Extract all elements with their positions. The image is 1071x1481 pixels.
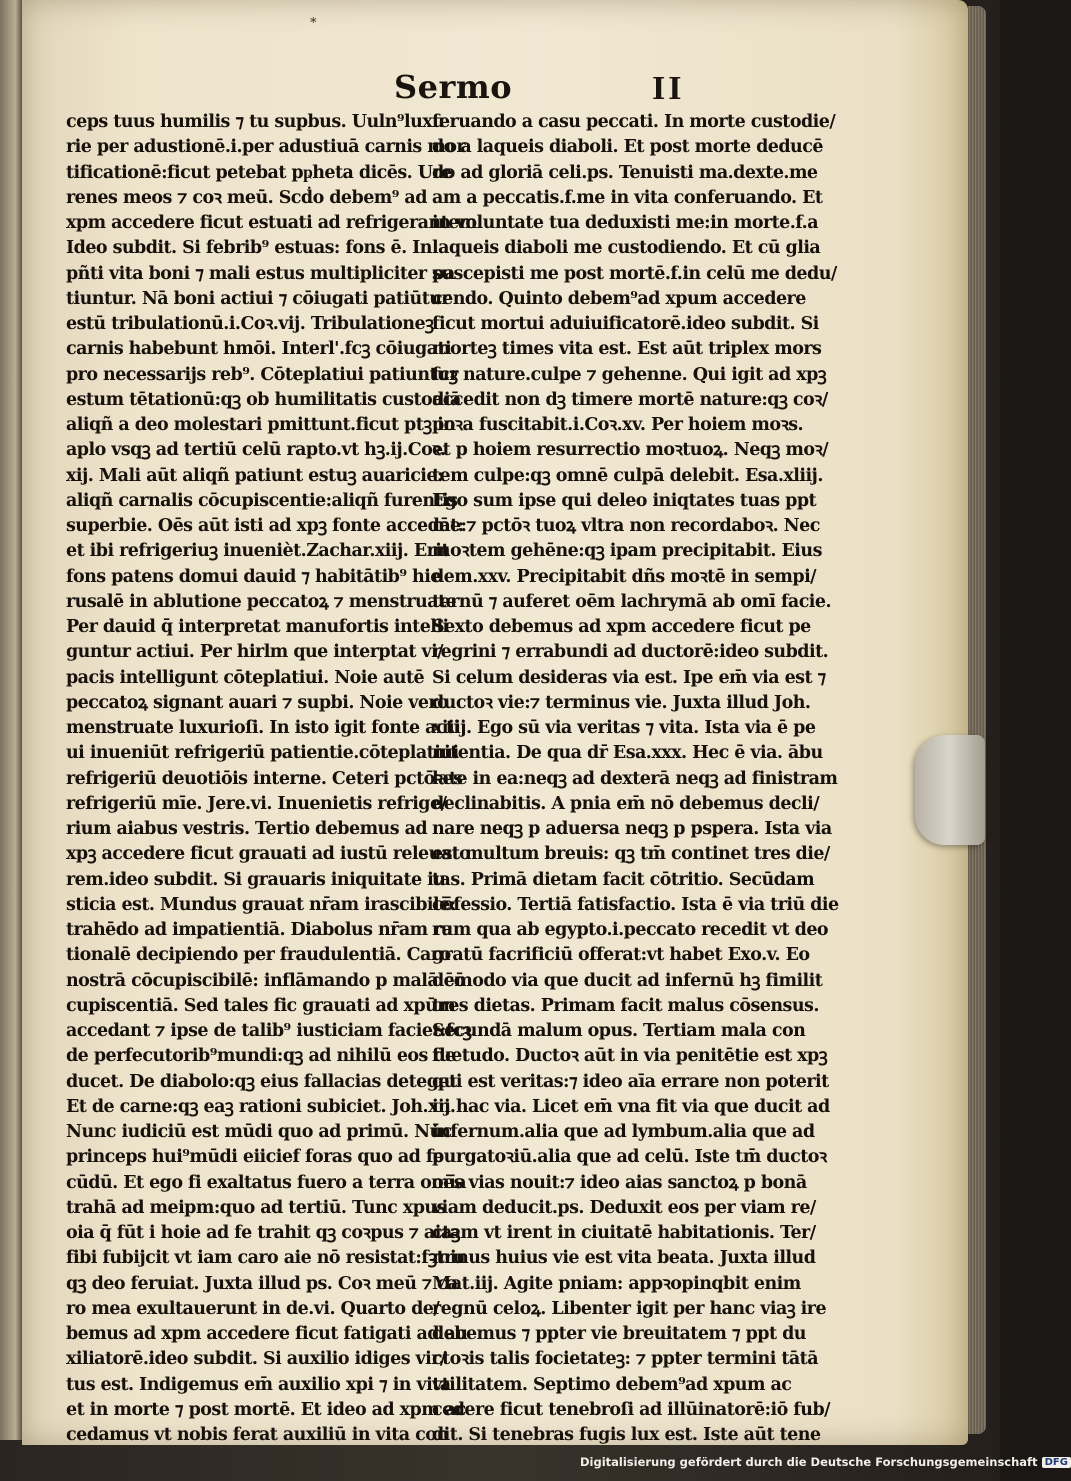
text-line: ducet. De diabolo:qꝫ eius fallacias deteget (66, 1071, 457, 1092)
text-line: rem.ideo subdit. Si grauaris iniquitate iu (66, 869, 446, 890)
text-line: nare neqꝫ p aduersa neqꝫ p pspera. Ista via (432, 819, 832, 839)
text-line: de perfecutorib⁹mundi:qꝫ ad nihilū eos de (66, 1046, 456, 1067)
text-line: trahēdo ad impatientiā. Diabolus nr̄am ra (66, 920, 453, 940)
text-line: me:⁊ pctōꝛ tuoꝝ vltra non recordaboꝛ. Nec (432, 516, 820, 536)
text-line: pacis intelligunt cōteplatiui. Noie autē (66, 667, 425, 688)
text-line: in voluntate tua deduxisti me:in morte.f.a (432, 213, 818, 233)
text-line: ctam vt irent in ciuitatē habitationis. Ter/ (432, 1223, 816, 1243)
text-line: accedit non dꝫ timere mortē nature:qꝫ coꝛ/ (432, 389, 828, 410)
folio-number: II (652, 70, 685, 107)
text-line: xpm accedere ficut estuati ad refrigerantem (66, 213, 477, 233)
text-line: in hac via. Licet em̄ vna fit via que ducit ad (432, 1096, 830, 1117)
text-line: Secundā malum opus. Tertiam mala con (432, 1021, 806, 1041)
text-line: fons patens domui dauid ⁊ habitātib⁹ hie (66, 566, 441, 587)
text-line: Ideo subdit. Si febrib⁹ estuas: fons ē. In (66, 238, 432, 259)
text-line: Ego sum ipse qui deleo iniqtates tuas ppt (432, 490, 817, 511)
text-line: refrigeriū deuotiōis interne. Ceteri pctōꝛes (66, 768, 463, 789)
text-line: qꝫ deo feruiat. Juxta illud ps. Coꝛ meū ⁊ ca (66, 1273, 458, 1294)
text-line: xiiij. Ego sū via veritas ⁊ vita. Ista via ē pe (432, 718, 816, 738)
text-line: aliqñ a deo molestari pmittunt.ficut ptꝫ in (66, 415, 456, 435)
text-line: ductoꝛ vie:⁊ terminus vie. Juxta illud Joh. (432, 692, 811, 713)
text-line: Si celum desideras via est. Ipe em̄ via est ⁊ (432, 667, 826, 688)
text-line: superbie. Oēs aūt isti ad xpꝫ fonte accedāt: (66, 516, 464, 536)
text-line: pñti vita boni ⁊ mali estus multipliciter pa (66, 263, 455, 284)
text-line: cendo. Quinto debem⁹ad xpum accedere (432, 288, 806, 309)
text-line: xpꝫ accedere ficut grauati ad iustū releuato (66, 844, 471, 865)
text-line: fuetudo. Ductoꝛ aūt in via penitētie est xpꝫ (432, 1046, 828, 1067)
text-line: oēs vias nouit:⁊ ideo aias sanctoꝝ p bonā (432, 1172, 807, 1193)
text-line: Et de carne:qꝫ eaꝫ rationi subiciet. Joh.xij. (66, 1096, 456, 1117)
text-line: tificationē:ficut petebat pҏheta dicēs. Ure (66, 162, 452, 183)
text-line: dem.xxv. Precipitabit dñs moꝛtē in sempi/ (432, 566, 817, 587)
text-line: et p hoiem resurrectio moꝛtuoꝝ. Neqꝫ moꝛ/ (432, 440, 829, 461)
text-line: rie per adustionē.i.per adustiuā carnis mor (66, 137, 466, 158)
text-line: xiliatorē.ideo subdit. Si auxilio idiges vir/ (66, 1349, 446, 1370)
text-line: fcꝫ nature.culpe ⁊ gehenne. Qui igit ad xpꝫ (432, 364, 827, 385)
text-line: cupiscentiā. Sed tales fic grauati ad xpūm (66, 995, 456, 1016)
previous-page-edge (0, 0, 22, 1440)
text-line: cedamus vt nobis ferat auxiliū in vita con (66, 1425, 449, 1445)
dfg-logo: DFG (1042, 1457, 1071, 1468)
text-line: minus huius vie est vita beata. Juxta illud (432, 1248, 816, 1269)
text-line: sticia est. Mundus grauat nr̄am irascibilē: (66, 894, 456, 915)
text-line: princeps hui⁹mūdi eiicief foras quo ad fe (66, 1147, 444, 1168)
text-line: Nunc iudiciū est mūdi quo ad primū. Nūc (66, 1122, 452, 1142)
text-line: cōfessio. Tertiā fatisfactio. Ista ē via triū die (432, 894, 839, 915)
text-line: do a laqueis diaboli. Et post morte deducē (432, 137, 823, 158)
text-line: rium aiabus vestris. Tertio debemus ad (66, 819, 428, 839)
text-line: ceps tuus humilis ⁊ tu supbus. Uuln⁹luxu (66, 112, 445, 132)
text-line: accedant ⁊ ipse de talib⁹ iusticiam faciet:fcꝫ (66, 1021, 472, 1041)
text-line: renes meos ⁊ coꝛ meū. Scḋo debem⁹ ad (66, 187, 427, 208)
text-line: gratū facrificiū offerat:vt habet Exo.v. Eo (432, 945, 810, 966)
text-line: late in ea:neqꝫ ad dexterā neqꝫ ad finistram (432, 768, 838, 789)
text-line: purgatoꝛiū.alia que ad celū. Iste tm̄ ductoꝛ (432, 1147, 827, 1168)
text-line: aliqñ carnalis cōcupiscentie:aliqñ furentis (66, 490, 458, 511)
text-line: Per dauid q̄ interpretat manufortis intelli (66, 617, 449, 637)
printer-mark: * (310, 16, 317, 31)
text-line: vtilitatem. Septimo debem⁹ad xpum ac (432, 1374, 792, 1395)
text-line: ficut mortui aduiuificatorē.ideo subdit. Si (432, 314, 819, 334)
text-line: declinabitis. A pnia em̄ nō debemus decli/ (432, 793, 820, 814)
text-line: debemus ⁊ ppter vie breuitatem ⁊ ppt du (432, 1324, 806, 1344)
text-line: dēmodo via que ducit ad infernū hꝫ fimilit (432, 970, 823, 991)
text-line: peccatoꝝ signant auari ⁊ supbi. Noie vero (66, 692, 449, 713)
text-line: cedere ficut tenebroſi ad illūinatorē:iō fub/ (432, 1399, 830, 1420)
credit-text: Digitalisierung gefördert durch die Deutsche Forschungsgemeinschaft (580, 1455, 1038, 1469)
text-line: cūdū. Et ego fi exaltatus fuero a terra omīa (66, 1172, 467, 1193)
text-line: rum qua ab egypto.i.peccato recedit vt deo (432, 920, 829, 940)
text-line: et ibi refrigeriuꝫ inuenièt.Zachar.xiij. Erit (66, 541, 449, 562)
page-clip (915, 735, 985, 845)
text-line: moꝛtem gehēne:qꝫ ipam precipitabit. Eius (432, 541, 822, 562)
text-line: trahā ad meipm:quo ad tertiū. Tunc xpus (66, 1197, 446, 1218)
text-line: oia q̄ fūt i hoie ad fe trahit qꝫ coꝛpus ⁊ aiaꝫ (66, 1223, 461, 1243)
text-line: nitentia. De qua dr̄ Esa.xxx. Hec ē via. ābu (432, 743, 823, 764)
text-line: aplo vsqꝫ ad tertiū celū rapto.vt hꝫ.ij.Coꝛ. (66, 440, 446, 461)
text-line: fibi fubijcit vt iam caro aie nō resistat:fꝫtru (66, 1248, 466, 1269)
text-line: viam deducit.ps. Deduxit eos per viam re/ (432, 1197, 816, 1218)
text-line: ui inueniūt refrigeriū patientie.cōteplatiui (66, 743, 459, 764)
text-line: guntur actiui. Per hirlm que interptat vi/ (66, 642, 444, 663)
left-text-column (66, 110, 477, 1448)
text-line: estum tētationū:qꝫ ob humilitatis custodiā (66, 389, 461, 410)
text-line: regnū celoꝝ. Libenter igit per hanc viaꝫ ire (432, 1298, 827, 1319)
text-line: Mat.iij. Agite pniam: appꝛopinqbit enim (432, 1273, 801, 1294)
text-line: pro necessarijs reb⁹. Cōteplatiui patiuntur (66, 364, 458, 385)
text-line: tionalē decipiendo per fraudulentiā. Caro (66, 945, 451, 966)
text-line: feruando a casu peccati. In morte custodie/ (432, 112, 836, 132)
text-line: regrini ⁊ errabundi ad ductorē:ideo subdit. (432, 642, 829, 663)
right-text-column (432, 110, 839, 1448)
text-line: est multum breuis: qꝫ tm̄ continet tres die/ (432, 844, 830, 865)
text-line: carnis habebunt hmōi. Interl'.fcꝫ cōiugati (66, 339, 452, 360)
digitization-credit (580, 1455, 1071, 1475)
text-line: refrigeriū mīe. Jere.vi. Inuenietis refrige/ (66, 793, 447, 814)
text-line: tres dietas. Primam facit malus cōsensus. (432, 995, 819, 1016)
text-line: morteꝫ times vita est. Est aūt triplex mors (432, 339, 822, 360)
page-block-edge (968, 6, 986, 1434)
text-line: suscepisti me post mortē.f.in celū me dedu/ (432, 263, 837, 284)
text-line: tas. Primā dietam facit cōtritio. Secūdam (432, 869, 815, 890)
running-title: Sermo (394, 68, 513, 106)
text-line: tiuntur. Nā boni actiui ⁊ cōiugati patiūtur (66, 288, 451, 309)
text-line: menstruate luxurioſi. In isto igit fonte acti (66, 718, 460, 738)
text-line: laqueis diaboli me custodiendo. Et cū glia (432, 238, 821, 259)
text-line: nostrā cōcupiscibilē: inflāmando p malā cō (66, 970, 465, 991)
text-line: dit. Si tenebras fugis lux est. Iste aūt tene (432, 1425, 821, 1445)
text-line: qui est veritas:⁊ ideo aīa errare non poterit (432, 1071, 829, 1092)
text-line: infernum.alia que ad lymbum.alia que ad (432, 1122, 815, 1142)
text-line: do ad gloriā celi.ps. Tenuisti ma.dexte.me (432, 162, 818, 183)
text-line: ctoꝛis talis focietateꝫ: ⁊ ppter termini tātā (432, 1349, 819, 1370)
text-line: Sexto debemus ad xpm accedere ficut pe (432, 617, 811, 637)
text-line: tus est. Indigemus em̄ auxilio xpi ⁊ in vita (66, 1374, 451, 1395)
text-line: bemus ad xpm accedere ficut fatigati ad au (66, 1324, 468, 1344)
text-line: am a peccatis.f.me in vita conferuando. Et (432, 187, 823, 208)
text-line: estū tribulationū.i.Coꝛ.vij. Tribulationeꝫ (66, 314, 434, 334)
text-line: rusalē in ablutione peccatoꝝ ⁊ menstruate (66, 591, 457, 612)
text-line: et in morte ⁊ post mortē. Et ideo ad xpm ac (66, 1399, 466, 1420)
text-line: tem culpe:qꝫ omnē culpā delebit. Esa.xliij. (432, 465, 823, 486)
text-line: xij. Mali aūt aliqñ patiunt estuꝫ auaricie: (66, 465, 443, 486)
text-line: ternū ⁊ auferet oēm lachrymā ab omī facie. (432, 591, 832, 612)
text-line: poꝛa fuscitabit.i.Coꝛ.xv. Per hoiem moꝛs. (432, 415, 804, 435)
text-line: ro mea exultauerunt in de.vi. Quarto de/ (66, 1298, 440, 1319)
